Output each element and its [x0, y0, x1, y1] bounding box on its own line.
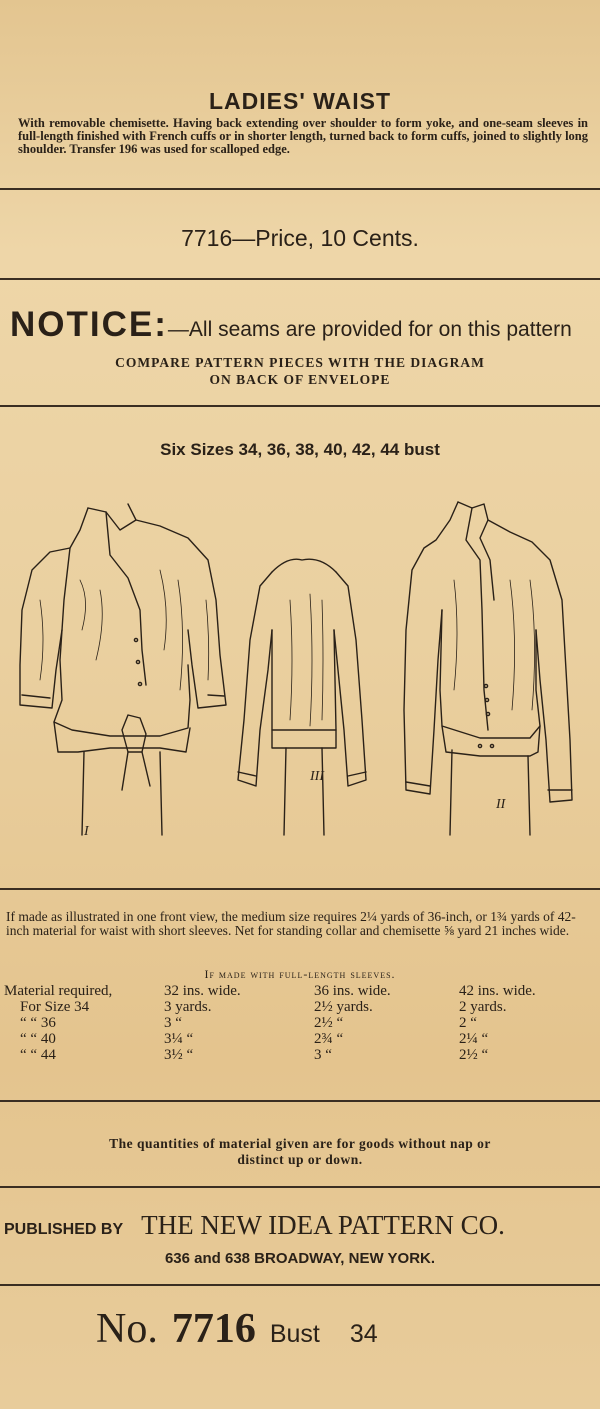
full-length-caption: If made with full-length sleeves. [204, 967, 396, 981]
compare-line-2: ON BACK OF ENVELOPE [209, 372, 391, 387]
table-cell: 3 “ [314, 1047, 332, 1063]
pattern-number: 7716 [171, 1306, 256, 1352]
table-cell: 3 yards. [164, 999, 212, 1015]
table-header: 42 ins. wide. [459, 983, 536, 999]
publisher-line [4, 1210, 596, 1241]
compare-instruction [0, 354, 600, 388]
garment-illustrations [10, 490, 590, 850]
divider [0, 188, 600, 190]
table-cell: 3¼ “ [164, 1031, 194, 1047]
figure-label-1: I [84, 824, 89, 839]
table-cell: “ “ 40 [20, 1031, 56, 1047]
notice-line [10, 305, 592, 345]
bust-size: 34 [349, 1320, 378, 1348]
pattern-title: LADIES' WAIST [208, 88, 392, 114]
table-cell: 2¾ “ [314, 1031, 344, 1047]
material-table [4, 983, 594, 1063]
table-row [4, 1015, 594, 1031]
table-cell: 2 “ [459, 1015, 477, 1031]
divider [0, 1100, 600, 1102]
publisher-address: 636 and 638 BROADWAY, NEW YORK. [164, 1250, 436, 1267]
price-line: 7716—Price, 10 Cents. [181, 225, 419, 251]
table-cell: 2½ “ [459, 1047, 489, 1063]
table-cell: “ “ 36 [20, 1015, 56, 1031]
table-cell: 2½ yards. [314, 999, 373, 1015]
table-header-row [4, 983, 594, 999]
divider [0, 1284, 600, 1286]
pattern-number-line [96, 1305, 378, 1353]
pattern-description: With removable chemisette. Having back extending over shoulder to form yoke, and one-seam sleeves in full-length finished with French cuffs or in shorter length, turned back to form cuffs, joined to slightly long shoulder. Transfer 196 was used for scalloped edge. [18, 116, 588, 156]
table-cell: 2½ “ [314, 1015, 344, 1031]
nap-note [0, 1136, 600, 1168]
table-cell: “ “ 44 [20, 1047, 56, 1063]
table-row [4, 999, 594, 1015]
table-cell: 2¼ “ [459, 1031, 489, 1047]
compare-line-1: COMPARE PATTERN PIECES WITH THE DIAGRAM [115, 355, 485, 370]
sizes-line: Six Sizes 34, 36, 38, 40, 42, 44 bust [160, 440, 440, 459]
table-cell: 2 yards. [459, 999, 507, 1015]
notice-word: NOTICE: [10, 305, 168, 344]
published-by-label: PUBLISHED BY [4, 1221, 124, 1238]
table-header: Material required, [4, 983, 113, 999]
nap-note-line-1: The quantities of material given are for goods without nap or [109, 1136, 491, 1151]
table-cell: 3 “ [164, 1015, 182, 1031]
figure-label-3: III [310, 769, 324, 784]
requirements-paragraph: If made as illustrated in one front view, the medium size requires 2¼ yards of 36-inch, or 1¾ yards of 42-inch material for waist with short sleeves. Net for standing collar and chemisette ⅝ yard 21 inches wide. [6, 909, 576, 938]
nap-note-line-2: distinct up or down. [237, 1152, 363, 1167]
table-cell: 3½ “ [164, 1047, 194, 1063]
table-header: 36 ins. wide. [314, 983, 391, 999]
publisher-name: THE NEW IDEA PATTERN CO. [141, 1210, 505, 1240]
table-row [4, 1031, 594, 1047]
divider [0, 1186, 600, 1188]
table-header: 32 ins. wide. [164, 983, 241, 999]
divider [0, 278, 600, 280]
divider [0, 888, 600, 890]
table-row [4, 1047, 594, 1063]
divider [0, 405, 600, 407]
figure-label-2: II [496, 797, 506, 812]
figure-front-full-sleeve [404, 502, 572, 835]
figure-back-view [238, 559, 366, 835]
figure-front-short-sleeve [20, 504, 226, 839]
table-cell: For Size 34 [20, 999, 90, 1015]
bust-label: Bust [269, 1320, 320, 1348]
notice-text: —All seams are provided for on this pattern [167, 318, 572, 341]
number-prefix: No. [96, 1306, 158, 1352]
